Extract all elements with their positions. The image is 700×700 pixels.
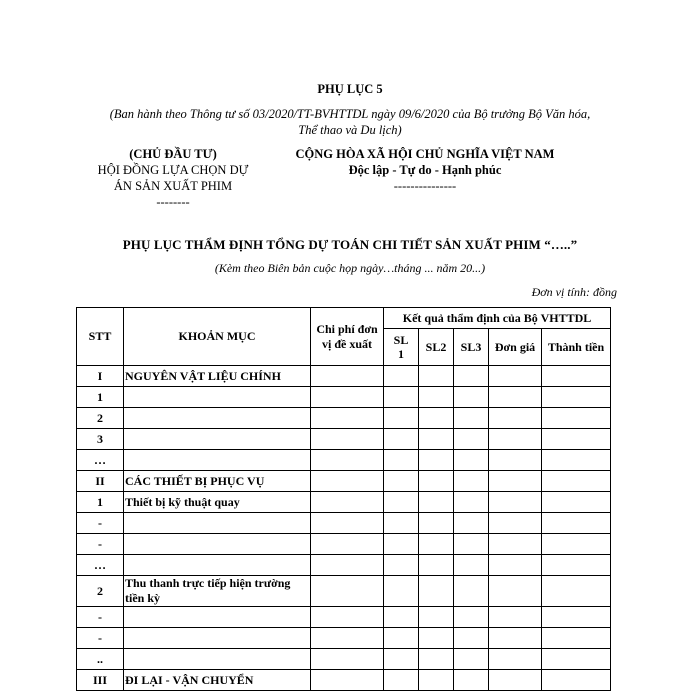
row-stt: … [77,555,124,576]
investor-block [78,146,268,210]
row-sl1 [384,366,419,387]
row-total [542,492,611,513]
row-sl3 [454,408,489,429]
row-total [542,670,611,691]
table-row [77,576,611,607]
row-total [542,387,611,408]
row-sl1 [384,534,419,555]
table-row [77,534,611,555]
table-row [77,450,611,471]
row-unit-price [489,670,542,691]
row-sl2 [419,450,454,471]
row-item-name [124,513,311,534]
row-item-name: CÁC THIẾT BỊ PHỤC VỤ [124,471,311,492]
table-row [77,366,611,387]
attached-note: (Kèm theo Biên bản cuộc họp ngày…tháng ... năm 20...) [214,261,486,275]
table-row [77,408,611,429]
header-item: KHOẢN MỤC [124,308,311,366]
row-sl2 [419,555,454,576]
row-proposed-cost [311,576,384,607]
row-item-name [124,429,311,450]
row-sl3 [454,534,489,555]
row-total [542,471,611,492]
row-sl2 [419,387,454,408]
issuance-note [80,106,620,138]
header-sl2: SL2 [419,329,454,366]
row-unit-price [489,513,542,534]
document-title: PHỤ LỤC THẨM ĐỊNH TỔNG DỰ TOÁN CHI TIẾT SẢN XUẤT PHIM “…..” [122,237,578,252]
header-unit-price: Đơn giá [489,329,542,366]
header-sl1-line: 1 [398,347,404,361]
row-item-name: Thiết bị kỹ thuật quay [124,492,311,513]
header-total: Thành tiền [542,329,611,366]
row-proposed-cost [311,607,384,628]
row-stt: II [77,471,124,492]
row-stt: III [77,670,124,691]
row-unit-price [489,366,542,387]
row-sl3 [454,387,489,408]
table-row [77,649,611,670]
row-sl2 [419,408,454,429]
table-row [77,628,611,649]
row-unit-price [489,534,542,555]
row-proposed-cost [311,670,384,691]
row-sl2 [419,670,454,691]
row-sl2 [419,366,454,387]
row-unit-price [489,628,542,649]
row-sl1 [384,429,419,450]
row-item-name: ĐI LẠI - VẬN CHUYỂN [124,670,311,691]
row-stt: 1 [77,387,124,408]
row-sl3 [454,513,489,534]
row-item-name: Thu thanh trực tiếp hiện trường tiền kỳ [124,576,311,607]
row-unit-price [489,607,542,628]
row-sl3 [454,670,489,691]
table-row [77,670,611,691]
row-proposed-cost [311,513,384,534]
row-total [542,513,611,534]
row-unit-price [489,576,542,607]
council-name: ÁN SẢN XUẤT PHIM [113,179,233,193]
header-stt: STT [77,308,124,366]
table-row [77,429,611,450]
row-item-name [124,555,311,576]
row-stt: 2 [77,576,124,607]
row-item-name [124,387,311,408]
row-unit-price [489,387,542,408]
row-unit-price [489,471,542,492]
table-row [77,607,611,628]
row-total [542,628,611,649]
council-name: HỘI ĐỒNG LỰA CHỌN DỰ [97,163,249,177]
row-sl2 [419,607,454,628]
row-sl1 [384,408,419,429]
row-sl3 [454,471,489,492]
country-name: CỘNG HÒA XÃ HỘI CHỦ NGHĨA VIỆT NAM [295,147,555,161]
row-sl3 [454,649,489,670]
row-item-name [124,607,311,628]
row-item-name: NGUYÊN VẬT LIỆU CHÍNH [124,366,311,387]
row-sl3 [454,366,489,387]
row-proposed-cost [311,408,384,429]
row-total [542,450,611,471]
row-total [542,366,611,387]
header-appraisal-result: Kết quả thẩm định của Bộ VHTTDL [384,308,611,329]
row-sl3 [454,607,489,628]
row-unit-price [489,649,542,670]
table-row [77,492,611,513]
row-stt: - [77,513,124,534]
row-sl1 [384,471,419,492]
row-unit-price [489,429,542,450]
row-sl3 [454,429,489,450]
row-sl3 [454,628,489,649]
row-item-name [124,649,311,670]
row-total [542,576,611,607]
row-sl1 [384,576,419,607]
row-total [542,534,611,555]
row-sl3 [454,492,489,513]
row-sl3 [454,555,489,576]
issuance-note-line: (Ban hành theo Thông tư số 03/2020/TT-BVHTTDL ngày 09/6/2020 của Bộ trưởng Bộ Văn hóa, [109,107,591,121]
row-proposed-cost [311,628,384,649]
row-item-name [124,534,311,555]
row-sl1 [384,387,419,408]
row-stt: I [77,366,124,387]
row-sl3 [454,450,489,471]
row-total [542,649,611,670]
row-proposed-cost [311,366,384,387]
header-sl1 [384,329,419,366]
header-sl3: SL3 [454,329,489,366]
row-proposed-cost [311,534,384,555]
row-sl2 [419,576,454,607]
row-proposed-cost [311,429,384,450]
row-stt: … [77,450,124,471]
table-row [77,513,611,534]
row-stt: - [77,534,124,555]
left-rule: -------- [156,195,190,209]
row-sl2 [419,513,454,534]
issuance-note-line: Thể thao và Du lịch) [298,123,402,137]
row-proposed-cost [311,492,384,513]
row-stt: .. [77,649,124,670]
row-unit-price [489,408,542,429]
table-row [77,387,611,408]
row-total [542,555,611,576]
row-sl2 [419,649,454,670]
row-proposed-cost [311,555,384,576]
table-body [77,366,611,691]
row-unit-price [489,492,542,513]
row-sl3 [454,576,489,607]
row-proposed-cost [311,387,384,408]
row-stt: 1 [77,492,124,513]
row-stt: 2 [77,408,124,429]
national-motto: Độc lập - Tự do - Hạnh phúc [348,163,502,177]
row-stt: 3 [77,429,124,450]
unit-note: Đơn vị tính: đồng [531,285,617,299]
row-sl2 [419,492,454,513]
row-item-name [124,408,311,429]
row-sl2 [419,429,454,450]
investor-label: (CHỦ ĐẦU TƯ) [129,147,217,161]
row-sl2 [419,628,454,649]
row-proposed-cost [311,649,384,670]
row-sl1 [384,492,419,513]
row-sl1 [384,513,419,534]
row-sl1 [384,607,419,628]
table-row [77,471,611,492]
row-unit-price [489,450,542,471]
row-sl1 [384,555,419,576]
header-proposed-cost [311,308,384,366]
row-sl1 [384,628,419,649]
header-sl1-line: SL [393,333,409,347]
row-total [542,408,611,429]
row-stt: - [77,607,124,628]
header-proposed-cost-line: vị đề xuất [321,336,372,351]
row-proposed-cost [311,471,384,492]
row-sl1 [384,649,419,670]
right-rule: --------------- [393,179,457,193]
row-total [542,429,611,450]
national-block [270,146,580,194]
table-row [77,555,611,576]
row-proposed-cost [311,450,384,471]
row-sl2 [419,534,454,555]
row-item-name [124,450,311,471]
row-sl1 [384,670,419,691]
appendix-title: PHỤ LỤC 5 [317,82,383,96]
row-sl2 [419,471,454,492]
row-sl1 [384,450,419,471]
row-stt: - [77,628,124,649]
row-item-name [124,628,311,649]
header-proposed-cost-line: Chi phí đơn [316,321,378,336]
row-total [542,607,611,628]
appraisal-table [76,307,611,691]
row-unit-price [489,555,542,576]
